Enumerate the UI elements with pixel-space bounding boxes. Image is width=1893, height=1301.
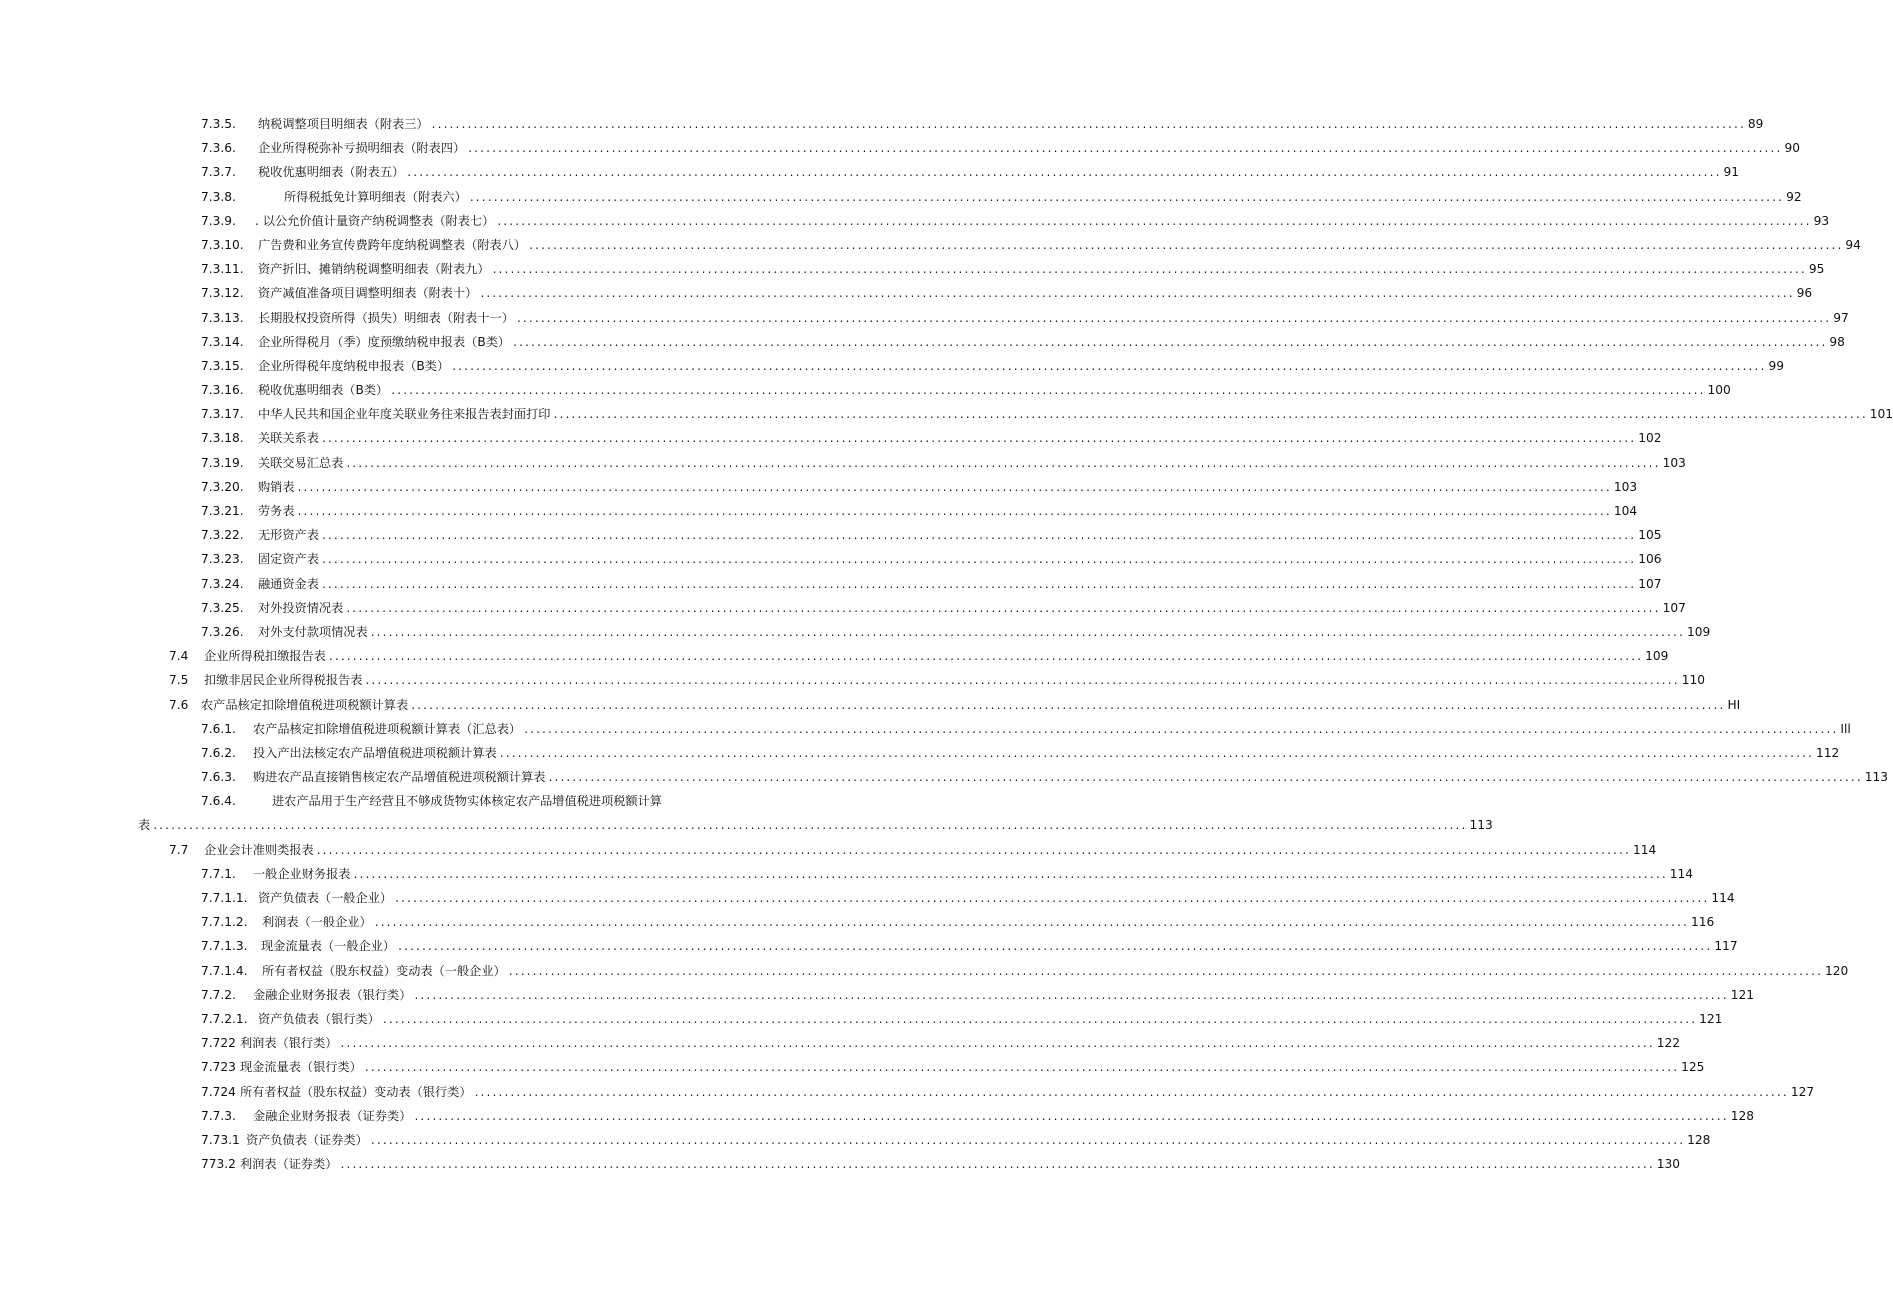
toc-title: 企业会计准则类报表	[204, 842, 314, 857]
toc-page: 94	[1845, 237, 1861, 252]
toc-title: 融通资金表	[258, 576, 319, 591]
toc-number: 7.6	[169, 697, 189, 712]
toc-title: 购销表	[258, 479, 295, 494]
toc-leader: ............................................................................................................................................................................................................................	[513, 334, 1828, 349]
toc-leader: ............................................................................................................................................................................................................................	[411, 697, 1726, 712]
toc-leader: ............................................................................................................................................................................................................................	[452, 358, 1767, 373]
toc-title: 利润表（一般企业）	[262, 915, 372, 930]
toc-title: 固定资产表	[258, 552, 319, 567]
toc-entry-continued[interactable]	[0, 813, 1493, 837]
toc-number: 7.3.16.	[201, 383, 244, 398]
toc-page: 114	[1711, 891, 1735, 905]
toc-page: 106	[1638, 552, 1662, 567]
toc-leader: ............................................................................................................................................................................................................................	[297, 479, 1612, 494]
toc-leader: ............................................................................................................................................................................................................................	[382, 1011, 1698, 1026]
toc-leader: ............................................................................................................................................................................................................................	[548, 770, 1863, 785]
toc-number: 7.3.7.	[201, 165, 236, 180]
toc-number: 7.3.25.	[201, 600, 244, 615]
toc-title: 扣缴非居民企业所得税报告表	[204, 673, 363, 688]
toc-leader: ............................................................................................................................................................................................................................	[499, 745, 1815, 760]
toc-number: 7.724	[201, 1084, 236, 1099]
toc-entry[interactable]	[0, 1152, 1681, 1176]
toc-leader: ............................................................................................................................................................................................................................	[414, 987, 1729, 1002]
toc-leader: ............................................................................................................................................................................................................................	[431, 117, 1746, 131]
toc-leader: ............................................................................................................................................................................................................................	[516, 310, 1832, 325]
toc-page: 121	[1730, 987, 1754, 1002]
toc-page: 95	[1808, 262, 1825, 277]
toc-entry[interactable]	[0, 596, 1686, 620]
toc-number: 7.722	[201, 1036, 236, 1051]
toc-entry[interactable]	[0, 136, 1800, 160]
toc-page: 98	[1829, 334, 1845, 349]
toc-entry[interactable]	[0, 765, 1889, 789]
toc-leader: ............................................................................................................................................................................................................................	[365, 673, 1680, 688]
toc-entry[interactable]	[0, 1104, 1754, 1128]
toc-entry[interactable]	[0, 910, 1715, 934]
toc-leader: ............................................................................................................................................................................................................................	[353, 866, 1668, 881]
toc-page: 100	[1707, 383, 1731, 398]
toc-number: 7.3.14.	[201, 334, 244, 349]
toc-leader: ............................................................................................................................................................................................................................	[468, 141, 1783, 156]
toc-leader: ............................................................................................................................................................................................................................	[469, 189, 1785, 204]
toc-title: 纳税调整项目明细表（附表三）	[258, 117, 429, 131]
toc-page: 97	[1833, 310, 1849, 325]
toc-page: 113	[1469, 818, 1493, 833]
toc-title: 中华人民共和国企业年度关联业务往来报告表封面打印	[258, 407, 551, 422]
toc-number: 7.7.1.2.	[201, 915, 248, 930]
toc-entry[interactable]	[0, 862, 1694, 886]
toc-entry[interactable]	[0, 983, 1754, 1007]
toc-page: 113	[1864, 770, 1889, 785]
toc-page: 109	[1645, 649, 1669, 664]
toc-page: 103	[1662, 455, 1686, 470]
toc-number: 7.3.20.	[201, 479, 244, 494]
toc-leader: ............................................................................................................................................................................................................................	[508, 963, 1824, 978]
toc-page: 130	[1656, 1157, 1681, 1172]
toc-entry[interactable]	[0, 838, 1657, 862]
toc-page: 102	[1638, 431, 1662, 446]
toc-leader: ............................................................................................................................................................................................................................	[316, 842, 1631, 857]
toc-entry[interactable]	[0, 959, 1849, 983]
toc-entry[interactable]	[0, 741, 1840, 765]
toc-entry[interactable]	[0, 1055, 1705, 1079]
toc-page: 99	[1768, 358, 1784, 373]
toc-page: Ill	[1840, 721, 1851, 736]
toc-number: 7.7.1.1.	[201, 891, 248, 905]
toc-entry[interactable]	[0, 1128, 1711, 1152]
toc-leader: ............................................................................................................................................................................................................................	[497, 213, 1812, 228]
toc-leader: ............................................................................................................................................................................................................................	[398, 939, 1713, 954]
toc-page: 116	[1690, 915, 1715, 930]
toc-page: 101	[1869, 407, 1893, 422]
toc-entry[interactable]	[0, 451, 1686, 475]
toc-title: 劳务表	[258, 504, 295, 518]
toc-page: 91	[1723, 165, 1740, 180]
toc-number: 7.3.10.	[201, 237, 244, 252]
toc-entry[interactable]	[0, 1080, 1815, 1104]
toc-page: 92	[1786, 189, 1802, 204]
toc-number: 7.7.2.1.	[201, 1011, 248, 1026]
toc-leader: ............................................................................................................................................................................................................................	[524, 721, 1839, 736]
toc-title: 无形资产表	[258, 528, 319, 543]
toc-leader: ............................................................................................................................................................................................................................	[340, 1036, 1655, 1051]
toc-entry[interactable]	[0, 668, 1705, 692]
toc-title: 一般企业财务报表	[253, 866, 351, 881]
toc-number: 7.3.19.	[201, 455, 244, 470]
toc-title: 投入产出法核定农产品增值税进项税额计算表	[253, 745, 497, 760]
toc-leader: ............................................................................................................................................................................................................................	[321, 431, 1637, 446]
toc-title: 农产品核定扣除增值税进项税额计算表	[201, 697, 409, 712]
toc-title: 广告费和业务宣传费跨年度纳税调整表（附表八）	[258, 237, 527, 252]
toc-entry[interactable]	[0, 378, 1731, 402]
toc-entry[interactable]	[0, 499, 1638, 523]
toc-leader: ............................................................................................................................................................................................................................	[407, 165, 1722, 180]
toc-entry[interactable]	[0, 209, 1830, 233]
toc-number: 7.4	[169, 649, 189, 664]
toc-number: 7.5	[169, 673, 189, 688]
toc-number: 7.6.2.	[201, 745, 236, 760]
toc-page: 117	[1714, 939, 1738, 954]
toc-title: 长期股权投资所得（损失）明细表（附表十一）	[258, 310, 514, 325]
toc-title: 金融企业财务报表（银行类）	[253, 987, 412, 1002]
table-of-contents	[0, 112, 1893, 1176]
toc-page: 89	[1747, 117, 1764, 131]
toc-entry[interactable]	[0, 1031, 1681, 1055]
toc-page: 120	[1825, 963, 1849, 978]
toc-number: 7.7.2.	[201, 987, 236, 1002]
toc-number: 7.7.1.4.	[201, 963, 248, 978]
toc-title: 税收优惠明细表（附表五）	[258, 165, 405, 180]
toc-entry[interactable]	[0, 1007, 1723, 1031]
toc-number: 7.6.3.	[201, 770, 236, 785]
toc-number: 7.7.1.3.	[201, 939, 248, 954]
toc-title: 农产品核定扣除增值税进项税额计算表（汇总表）	[253, 721, 522, 736]
toc-page: 103	[1613, 479, 1638, 494]
toc-entry[interactable]	[0, 330, 1845, 354]
toc-entry[interactable]	[0, 547, 1662, 571]
toc-entry[interactable]	[0, 185, 1802, 209]
toc-title: 对外支付款项情况表	[258, 624, 368, 639]
toc-title: 现金流量表（银行类）	[240, 1060, 362, 1075]
toc-number: 7.3.24.	[201, 576, 244, 591]
toc-number: 7.3.18.	[201, 431, 244, 446]
toc-entry[interactable]	[0, 934, 1738, 958]
toc-leader: ............................................................................................................................................................................................................................	[346, 455, 1661, 470]
toc-title: 资产负债表（银行类）	[258, 1011, 380, 1026]
toc-title: . 以公允价值计量资产纳税调整表（附表七）	[255, 213, 495, 228]
toc-page: 121	[1699, 1011, 1723, 1026]
toc-title: 购进农产品直接销售核定农产品增值税进项税额计算表	[253, 770, 546, 785]
toc-entry[interactable]	[0, 523, 1662, 547]
toc-leader: ............................................................................................................................................................................................................................	[391, 383, 1706, 398]
toc-leader: ............................................................................................................................................................................................................................	[474, 1084, 1789, 1099]
toc-leader: ............................................................................................................................................................................................................................	[480, 286, 1795, 301]
toc-entry[interactable]	[0, 572, 1662, 596]
toc-page: 114	[1632, 842, 1657, 857]
toc-entry[interactable]	[0, 426, 1662, 450]
toc-number: 7.7	[169, 842, 189, 857]
toc-entry[interactable]	[0, 620, 1711, 644]
toc-entry[interactable]	[0, 402, 1893, 426]
toc-page: 107	[1662, 600, 1686, 615]
toc-page: 104	[1613, 504, 1638, 518]
toc-leader: ............................................................................................................................................................................................................................	[529, 237, 1844, 252]
toc-title: 资产折旧、摊销纳税调整明细表（附表九）	[258, 262, 490, 277]
toc-number: 7.3.6.	[201, 141, 236, 156]
toc-page: 128	[1730, 1108, 1754, 1123]
toc-number: 7.3.12.	[201, 286, 244, 301]
toc-page: 109	[1686, 624, 1711, 639]
toc-number: 7.3.17.	[201, 407, 244, 422]
toc-number: 7.3.13.	[201, 310, 244, 325]
toc-title: 利润表（证券类）	[240, 1157, 338, 1172]
toc-number: 773.2	[201, 1157, 236, 1172]
toc-title: 企业所得税弥补亏损明细表（附表四）	[258, 141, 466, 156]
toc-leader: ............................................................................................................................................................................................................................	[374, 915, 1689, 930]
toc-title: 税收优惠明细表（B类）	[258, 383, 389, 398]
toc-number: 7.3.11.	[201, 262, 244, 277]
toc-title: 所有者权益（股东权益）变动表（一般企业）	[262, 963, 506, 978]
toc-page: 107	[1638, 576, 1662, 591]
toc-leader: ............................................................................................................................................................................................................................	[364, 1060, 1680, 1075]
toc-title: 现金流量表（一般企业）	[261, 939, 396, 954]
toc-number: 7.3.9.	[201, 213, 236, 228]
toc-title: 企业所得税年度纳税申报表（B类）	[258, 358, 450, 373]
toc-number: 7.73.1	[201, 1132, 240, 1147]
toc-page: HI	[1727, 697, 1741, 712]
toc-number: 7.3.15.	[201, 358, 244, 373]
toc-number: 7.3.21.	[201, 504, 244, 518]
toc-page: 93	[1813, 213, 1830, 228]
toc-page: 114	[1669, 866, 1694, 881]
toc-entry[interactable]	[0, 475, 1638, 499]
toc-leader: ............................................................................................................................................................................................................................	[370, 624, 1685, 639]
toc-title: 关联关系表	[258, 431, 319, 446]
toc-entry[interactable]	[0, 644, 1669, 668]
toc-leader: ............................................................................................................................................................................................................................	[395, 891, 1710, 905]
toc-number: 7.6.4.	[201, 794, 236, 809]
toc-page: 112	[1816, 745, 1840, 760]
toc-leader: ............................................................................................................................................................................................................................	[297, 504, 1612, 518]
toc-title: 资产减值准备项目调整明细表（附表十）	[258, 286, 478, 301]
toc-entry[interactable]	[0, 306, 1849, 330]
toc-page: 96	[1796, 286, 1813, 301]
toc-number: 7.723	[201, 1060, 236, 1075]
toc-page: 128	[1687, 1132, 1711, 1147]
toc-title: 企业所得税扣缴报告表	[204, 649, 326, 664]
toc-entry[interactable]	[0, 281, 1813, 305]
toc-leader: ............................................................................................................................................................................................................................	[328, 649, 1644, 664]
toc-leader: ............................................................................................................................................................................................................................	[153, 818, 1468, 833]
toc-leader: ............................................................................................................................................................................................................................	[340, 1157, 1655, 1172]
toc-number: 7.6.1.	[201, 721, 236, 736]
toc-entry[interactable]	[0, 233, 1861, 257]
toc-entry[interactable]	[0, 789, 920, 813]
toc-entry[interactable]	[0, 112, 1764, 136]
toc-entry[interactable]	[0, 160, 1740, 184]
toc-page: 90	[1784, 141, 1800, 156]
toc-leader: ............................................................................................................................................................................................................................	[321, 576, 1637, 591]
toc-title: 所得税抵免计算明细表（附表六）	[284, 189, 467, 204]
toc-number: 7.3.22.	[201, 528, 244, 543]
toc-page: 110	[1681, 673, 1705, 688]
toc-entry[interactable]	[0, 354, 1784, 378]
toc-page: 122	[1656, 1036, 1681, 1051]
toc-title: 对外投资情况表	[258, 600, 344, 615]
toc-leader: ............................................................................................................................................................................................................................	[346, 600, 1661, 615]
toc-number: 7.3.23.	[201, 552, 244, 567]
toc-number: 7.3.5.	[201, 117, 236, 131]
toc-leader: ............................................................................................................................................................................................................................	[553, 407, 1868, 422]
toc-title: 金融企业财务报表（证券类）	[253, 1108, 412, 1123]
toc-title: 利润表（银行类）	[240, 1036, 338, 1051]
toc-leader: ............................................................................................................................................................................................................................	[492, 262, 1807, 277]
toc-title: 所有者权益（股东权益）变动表（银行类）	[240, 1084, 472, 1099]
toc-entry[interactable]	[0, 717, 1851, 741]
toc-leader: ............................................................................................................................................................................................................................	[370, 1132, 1686, 1147]
toc-page: 105	[1638, 528, 1662, 543]
toc-leader: ............................................................................................................................................................................................................................	[321, 552, 1637, 567]
toc-title: 进农产品用于生产经营且不够成货物实体核定农产品增值税进项税额计算	[272, 794, 662, 809]
toc-leader: ............................................................................................................................................................................................................................	[414, 1108, 1729, 1123]
toc-entry[interactable]	[0, 693, 1741, 717]
toc-title: 关联交易汇总表	[258, 455, 344, 470]
toc-page: 127	[1790, 1084, 1815, 1099]
toc-title: 企业所得税月（季）度预缴纳税申报表（B类）	[258, 334, 511, 349]
toc-number: 7.7.3.	[201, 1108, 236, 1123]
toc-title: 资产负债表（一般企业）	[258, 891, 393, 905]
toc-leader: ............................................................................................................................................................................................................................	[321, 528, 1637, 543]
toc-title: 资产负债表（证券类）	[246, 1132, 368, 1147]
toc-number: 7.3.26.	[201, 624, 244, 639]
toc-number: 7.3.8.	[201, 189, 236, 204]
toc-title: 表	[138, 818, 151, 833]
toc-page: 125	[1681, 1060, 1705, 1075]
toc-entry[interactable]	[0, 886, 1735, 910]
toc-number: 7.7.1.	[201, 866, 236, 881]
toc-entry[interactable]	[0, 257, 1825, 281]
